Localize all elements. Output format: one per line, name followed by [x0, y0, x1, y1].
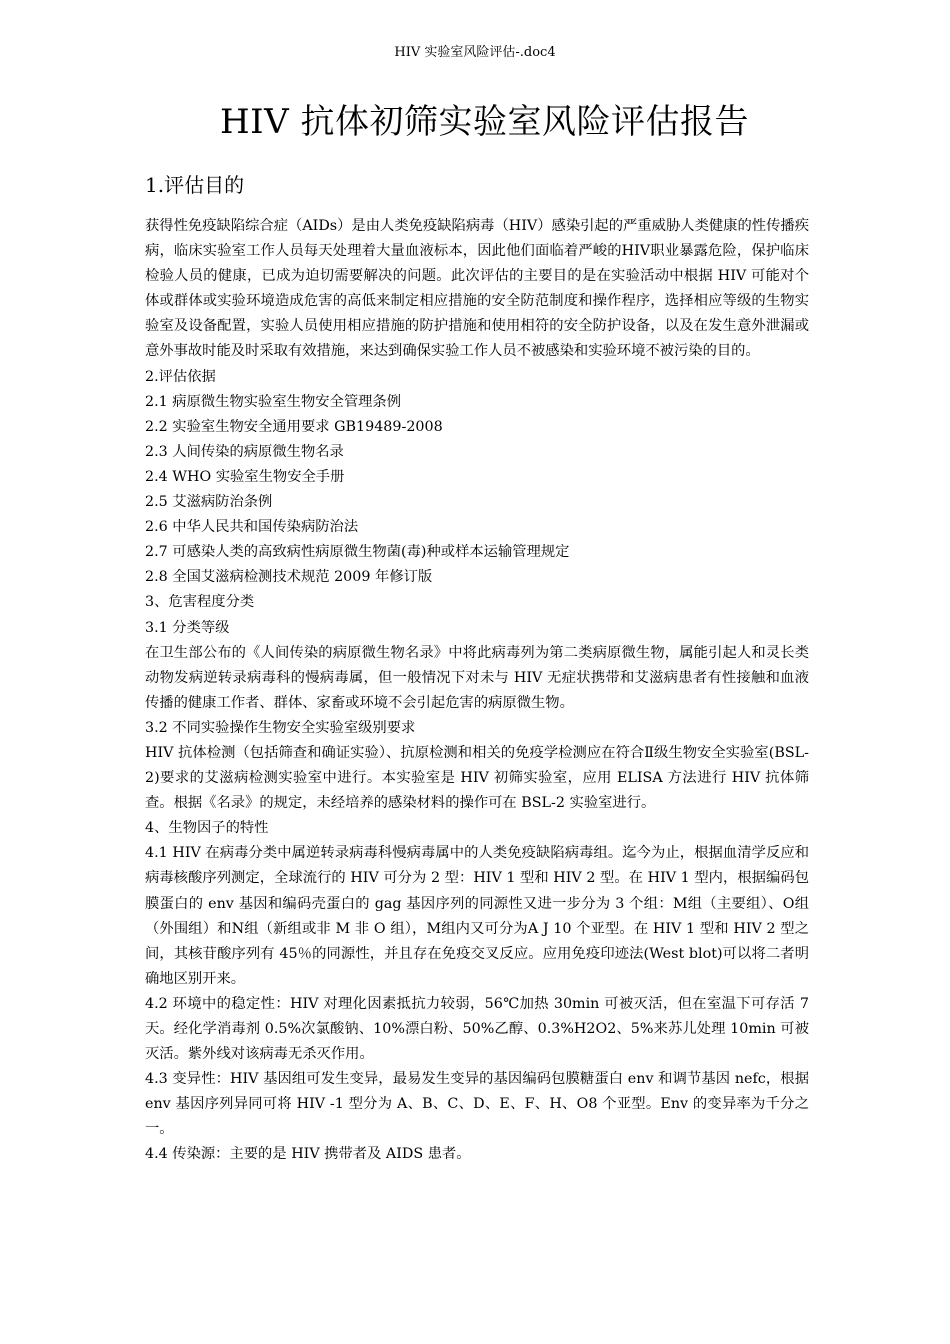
- basis-item-2-7: 2.7 可感染人类的高致病性病原微生物菌(毒)种或样本运输管理规定: [145, 544, 570, 561]
- paragraph-4-1: 4.1 HIV 在病毒分类中属逆转录病毒科慢病毒属中的人类免疫缺陷病毒组。迄今为止，根据血清学反应和病毒核酸序列测定，全球流行的 HIV 可分为 2 型：HIV 1 型和 HIV 2 型。在 HIV 1 型内，根据编码包膜蛋白的 env 基因和编码壳蛋白的 gag 基因序列的同源性又进一步分为 3 个组：M组（主要组）、O组（外围组）和N组（新组或非 M 非 O 组），M组内又可分为A J 10 个亚型。在 HIV 1 型和 HIV 2 型之间，其核苷酸序列有 45％的同源性，并且存在免疫交叉反应。应用免疫印迹法(West blot)可以将二者明确地区别开来。: [145, 845, 809, 987]
- subsection-3-1-heading: 3.1 分类等级: [145, 619, 230, 636]
- section-2-heading: 2.评估依据: [145, 368, 216, 385]
- section-4-heading: 4、生物因子的特性: [145, 820, 269, 837]
- basis-item-2-2: 2.2 实验室生物安全通用要求 GB19489-2008: [145, 418, 443, 435]
- basis-item-2-1: 2.1 病原微生物实验室生物安全管理条例: [145, 393, 402, 410]
- basis-item-2-4: 2.4 WHO 实验室生物安全手册: [145, 468, 345, 485]
- document-body: [145, 214, 809, 1168]
- section-3-heading: 3、危害程度分类: [145, 594, 255, 611]
- section-1-heading: 1.评估目的: [145, 173, 245, 197]
- paragraph-purpose: 获得性免疫缺陷综合症（AIDs）是由人类免疫缺陷病毒（HIV）感染引起的严重威胁人类健康的性传播疾病，临床实验室工作人员每天处理着大量血液标本，因此他们面临着严峻的HIV职业暴露危险，保护临床检验人员的健康，已成为迫切需要解决的问题。此次评估的主要目的是在实验活动中根据 HIV 可能对个体或群体或实验环境造成危害的高低来制定相应措施的安全防范制度和操作程序，选择相应等级的生物实验室及设备配置，实验人员使用相应措施的防护措施和使用相符的安全防护设备，以及在发生意外泄漏或意外事故时能及时采取有效措施，来达到确保实验工作人员不被感染和实验环境不被污染的目的。: [145, 218, 809, 360]
- basis-item-2-6: 2.6 中华人民共和国传染病防治法: [145, 519, 359, 536]
- paragraph-4-2: 4.2 环境中的稳定性：HIV 对理化因素抵抗力较弱，56℃加热 30min 可被灭活，但在室温下可存活 7 天。经化学消毒剂 0.5%次氯酸钠、10%漂白粉、50%乙醇、0.3%H2O2、5%来苏儿处理 10min 可被灭活。紫外线对该病毒无杀灭作用。: [145, 995, 809, 1063]
- subsection-3-2-heading: 3.2 不同实验操作生物安全实验室级别要求: [145, 719, 416, 736]
- basis-item-2-3: 2.3 人间传染的病原微生物名录: [145, 443, 344, 460]
- basis-item-2-8: 2.8 全国艾滋病检测技术规范 2009 年修订版: [145, 569, 433, 586]
- document-title: HIV 抗体初筛实验室风险评估报告: [220, 102, 749, 142]
- page-header: HIV 实验室风险评估-.doc4: [394, 45, 556, 60]
- paragraph-classification: 在卫生部公布的《人间传染的病原微生物名录》中将此病毒列为第二类病原微生物，属能引起人和灵长类动物发病逆转录病毒科的慢病毒属，但一般情况下对未与 HIV 无症状携带和艾滋病患者有性接触和血液传播的健康工作者、群体、家畜或环境不会引起危害的病原微生物。: [145, 644, 809, 711]
- paragraph-lab-level: HIV 抗体检测（包括筛查和确证实验）、抗原检测和相关的免疫学检测应在符合Ⅱ级生物安全实验室(BSL-2)要求的艾滋病检测实验室中进行。本实验室是 HIV 初筛实验室，应用 ELISA 方法进行 HIV 抗体筛查。根据《名录》的规定，未经培养的感染材料的操作可在 BSL-2 实验室进行。: [145, 744, 809, 812]
- paragraph-4-3: 4.3 变异性：HIV 基因组可发生变异，最易发生变异的基因编码包膜糖蛋白 env 和调节基因 nefc，根据 env 基因序列异同可将 HIV -1 型分为 A、B、C、D、E、F、H、O8 个亚型。Env 的变异率为千分之一。: [145, 1071, 809, 1138]
- paragraph-4-4: 4.4 传染源：主要的是 HIV 携带者及 AIDS 患者。: [145, 1146, 471, 1163]
- basis-item-2-5: 2.5 艾滋病防治条例: [145, 494, 273, 511]
